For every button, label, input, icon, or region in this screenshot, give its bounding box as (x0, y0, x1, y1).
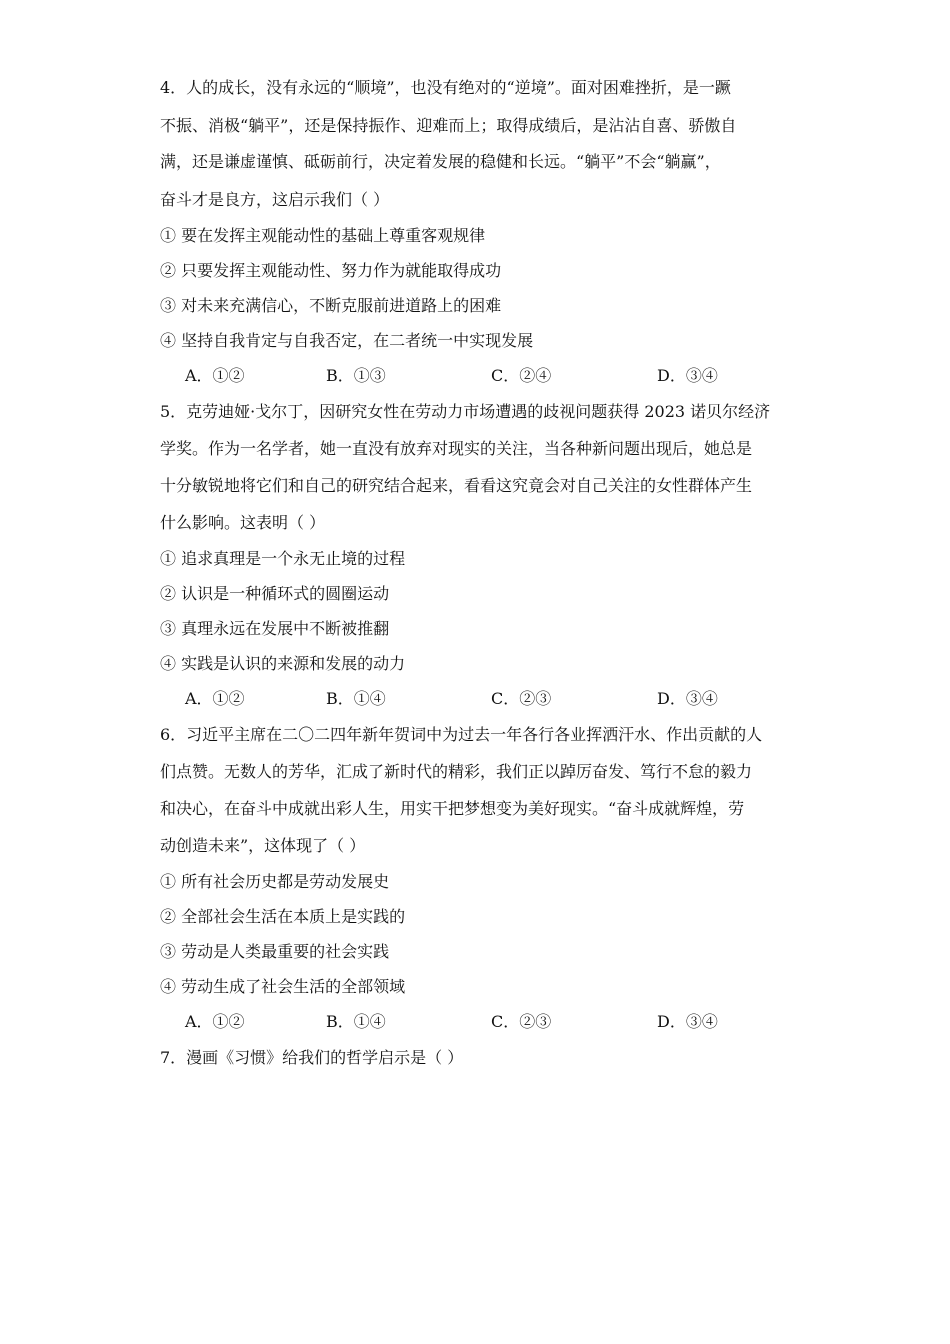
q5-option-d: D．③④ (657, 689, 718, 708)
q6-option-a: A．①② (185, 1012, 245, 1031)
q4-item-1: ① 要在发挥主观能动性的基础上尊重客观规律 (160, 226, 486, 245)
q4-stem-line-2: 不振、消极“躺平”，还是保持振作、迎难而上；取得成绩后，是沾沾自喜、骄傲自 (160, 116, 737, 135)
q6-option-d: D．③④ (657, 1012, 718, 1031)
q6-option-c: C．②③ (491, 1012, 552, 1031)
q4-option-d: D．③④ (657, 366, 718, 385)
q5-item-1: ① 追求真理是一个永无止境的过程 (160, 549, 406, 568)
q6-option-b: B．①④ (326, 1012, 386, 1031)
q5-option-b: B．①④ (326, 689, 386, 708)
q5-stem-line-4: 什么影响。这表明（ ） (160, 513, 326, 532)
q6-item-4: ④ 劳动生成了社会生活的全部领域 (160, 977, 406, 996)
q6-stem-line-3: 和决心，在奋斗中成就出彩人生，用实干把梦想变为美好现实。“奋斗成就辉煌，劳 (160, 799, 745, 818)
q5-item-2: ② 认识是一种循环式的圆圈运动 (160, 584, 390, 603)
q6-stem-line-2: 们点赞。无数人的芳华，汇成了新时代的精彩，我们正以踔厉奋发、笃行不怠的毅力 (160, 762, 753, 781)
q5-stem-line-1: 5．克劳迪娅·戈尔丁，因研究女性在劳动力市场遭遇的歧视问题获得 2023 诺贝尔经济 (160, 402, 771, 421)
q4-option-b: B．①③ (326, 366, 386, 385)
q6-stem-line-4: 动创造未来”，这体现了（ ） (160, 836, 366, 855)
q5-stem-line-2: 学奖。作为一名学者，她一直没有放弃对现实的关注，当各种新问题出现后，她总是 (160, 439, 753, 458)
q4-stem-line-1: 4．人的成长，没有永远的“顺境”，也没有绝对的“逆境”。面对困难挫折，是一蹶 (160, 78, 731, 97)
q6-stem-line-1: 6．习近平主席在二〇二四年新年贺词中为过去一年各行各业挥洒汗水、作出贡献的人 (160, 725, 763, 744)
q5-item-4: ④ 实践是认识的来源和发展的动力 (160, 654, 406, 673)
q5-stem-line-3: 十分敏锐地将它们和自己的研究结合起来，看看这究竟会对自己关注的女性群体产生 (160, 476, 753, 495)
q4-item-4: ④ 坚持自我肯定与自我否定，在二者统一中实现发展 (160, 331, 534, 350)
q6-item-2: ② 全部社会生活在本质上是实践的 (160, 907, 406, 926)
q4-item-3: ③ 对未来充满信心，不断克服前进道路上的困难 (160, 296, 502, 315)
q6-item-1: ① 所有社会历史都是劳动发展史 (160, 872, 390, 891)
q4-stem-line-4: 奋斗才是良方，这启示我们（ ） (160, 190, 390, 209)
q4-item-2: ② 只要发挥主观能动性、努力作为就能取得成功 (160, 261, 502, 280)
q6-item-3: ③ 劳动是人类最重要的社会实践 (160, 942, 390, 961)
q5-option-c: C．②③ (491, 689, 552, 708)
q4-option-c: C．②④ (491, 366, 552, 385)
q4-stem-line-3: 满，还是谦虚谨慎、砥砺前行，决定着发展的稳健和长远。“躺平”不会“躺赢”， (160, 152, 721, 171)
q5-item-3: ③ 真理永远在发展中不断被推翻 (160, 619, 390, 638)
q5-option-a: A．①② (185, 689, 245, 708)
q7-stem-line-1: 7．漫画《习惯》给我们的哲学启示是（ ） (160, 1048, 464, 1067)
q4-option-a: A．①② (185, 366, 245, 385)
